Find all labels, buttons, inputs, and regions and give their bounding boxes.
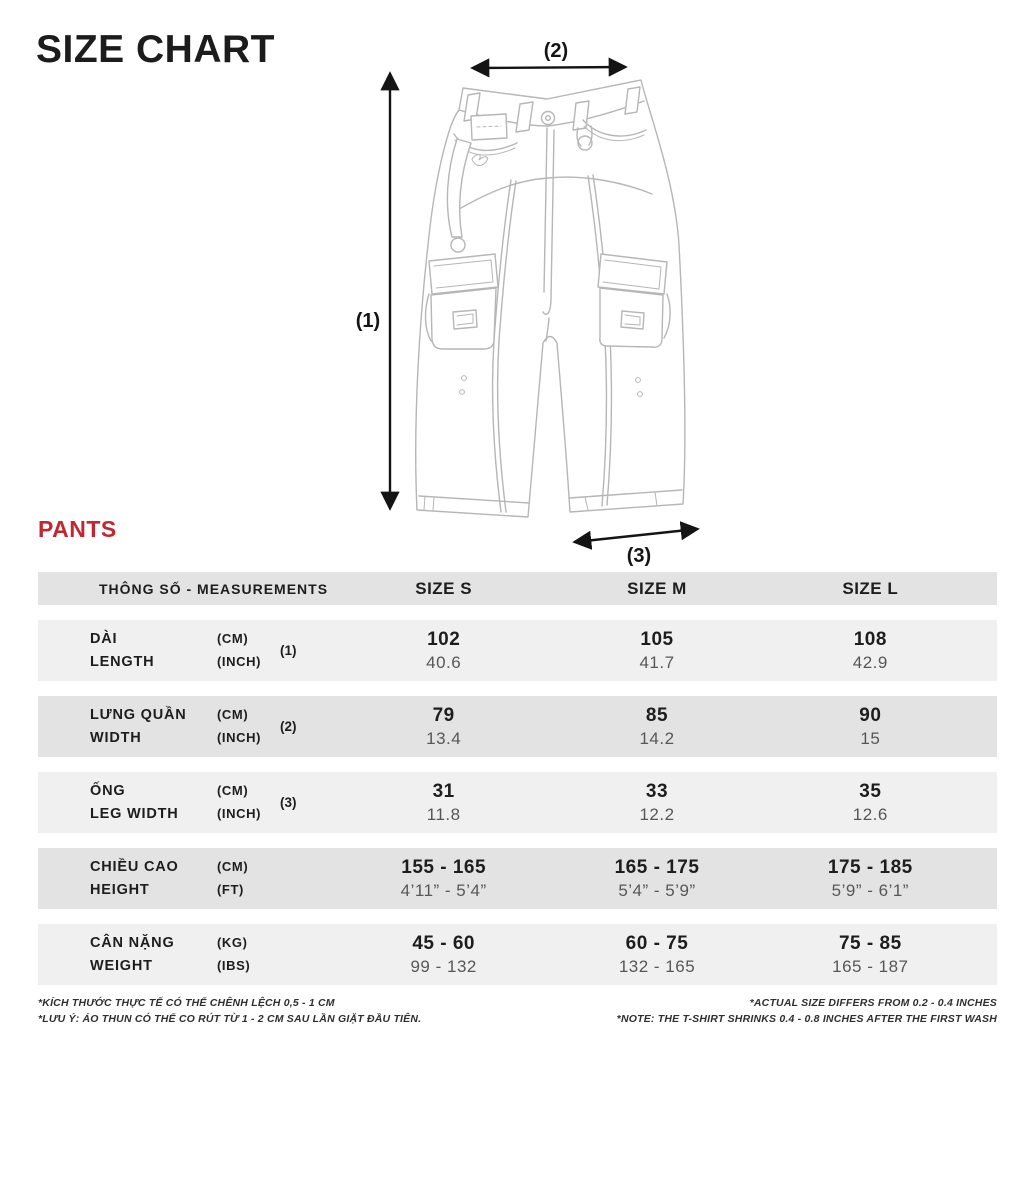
size-table: [38, 572, 997, 985]
value-size-s: 102 40.6: [426, 629, 462, 672]
row-label-vi: CHIỀU CAO: [90, 859, 179, 876]
row-label-vi: ỐNG: [90, 783, 126, 800]
unit-bottom: (INCH): [217, 805, 262, 821]
dim-label-length: (1): [355, 310, 381, 332]
value-size-s: 45 - 60 99 - 132: [410, 933, 477, 976]
row-units: [217, 932, 280, 976]
pants-figure: [345, 40, 725, 575]
col-header-measurements: THÔNG SỐ - MEASUREMENTS: [98, 580, 329, 597]
value-size-s: 155 - 165 4’11” - 5’4”: [400, 857, 487, 900]
row-label: [90, 856, 217, 901]
value-size-m: 85 14.2: [639, 705, 675, 748]
row-label-en: LEG WIDTH: [90, 805, 179, 822]
page-title: SIZE CHART: [36, 28, 275, 71]
footnote-vi-2: *LƯU Ý: ÁO THUN CÓ THỂ CO RÚT TỪ 1 - 2 CM SAU LẦN GIẶT ĐẦU TIÊN.: [38, 1012, 422, 1025]
value-size-m: 60 - 75 132 - 165: [618, 933, 696, 976]
col-header-size-l: SIZE L: [842, 578, 899, 598]
diagonal-measure-arrow-icon: [575, 529, 697, 542]
value-size-s: 79 13.4: [426, 705, 462, 748]
unit-top: (CM): [217, 707, 249, 723]
pants-illustration: [345, 40, 725, 575]
table-row-length: [38, 620, 997, 681]
horizontal-measure-arrow-icon: [473, 67, 625, 68]
row-label: [90, 780, 217, 825]
col-header-size-s: SIZE S: [415, 578, 473, 598]
row-label-en: HEIGHT: [90, 881, 150, 898]
row-ref: (2): [280, 719, 297, 734]
row-units: [217, 780, 280, 824]
row-units: [217, 856, 280, 900]
footnote-en-2: *NOTE: THE T-SHIRT SHRINKS 0.4 - 0.8 INCHES AFTER THE FIRST WASH: [616, 1012, 997, 1025]
footnote-en-1: *ACTUAL SIZE DIFFERS FROM 0.2 - 0.4 INCHES: [749, 997, 997, 1009]
row-label-en: WEIGHT: [90, 957, 153, 974]
row-label: [90, 932, 217, 977]
dim-label-waist: (2): [543, 40, 569, 62]
footnote-vi-1: *KÍCH THƯỚC THỰC TẾ CÓ THỂ CHÊNH LỆCH 0,5 - 1 CM: [38, 997, 335, 1009]
value-size-s: 31 11.8: [426, 781, 461, 824]
row-label-en: LENGTH: [90, 653, 155, 670]
unit-bottom: (INCH): [217, 729, 262, 745]
footnotes: [38, 996, 997, 1028]
size-table-header-row: [38, 572, 997, 605]
row-units: [217, 628, 280, 672]
value-size-l: 35 12.6: [852, 781, 888, 824]
unit-bottom: (INCH): [217, 653, 262, 669]
section-label-pants: PANTS: [38, 516, 117, 542]
footnotes-english: [617, 996, 997, 1028]
unit-top: (KG): [217, 935, 248, 951]
col-header-size-m: SIZE M: [627, 578, 687, 598]
row-label-vi: DÀI: [90, 631, 118, 648]
row-label-vi: LƯNG QUẦN: [90, 707, 187, 724]
row-ref: (3): [280, 795, 297, 810]
unit-top: (CM): [217, 631, 249, 647]
footnotes-vietnamese: [38, 996, 421, 1028]
value-size-l: 90 15: [859, 705, 882, 748]
unit-top: (CM): [217, 783, 249, 799]
row-ref: (1): [280, 643, 297, 658]
table-row-leg-width: [38, 772, 997, 833]
row-label-vi: CÂN NẶNG: [90, 935, 175, 952]
dim-label-leg: (3): [626, 545, 652, 567]
pants-line-art-icon: [416, 80, 685, 517]
value-size-m: 105 41.7: [639, 629, 675, 672]
value-size-l: 175 - 185 5’9” - 6’1”: [827, 857, 913, 900]
unit-top: (CM): [217, 859, 249, 875]
value-size-l: 75 - 85 165 - 187: [832, 933, 909, 976]
unit-bottom: (IBS): [217, 957, 251, 973]
row-label: [90, 704, 217, 749]
table-row-waist-width: [38, 696, 997, 757]
row-units: [217, 704, 280, 748]
value-size-m: 33 12.2: [639, 781, 675, 824]
value-size-m: 165 - 175 5’4” - 5’9”: [614, 857, 700, 900]
value-size-l: 108 42.9: [852, 629, 888, 672]
unit-bottom: (FT): [217, 881, 244, 897]
table-row-weight: [38, 924, 997, 985]
row-label: [90, 628, 217, 673]
table-row-height: [38, 848, 997, 909]
row-label-en: WIDTH: [90, 729, 142, 746]
